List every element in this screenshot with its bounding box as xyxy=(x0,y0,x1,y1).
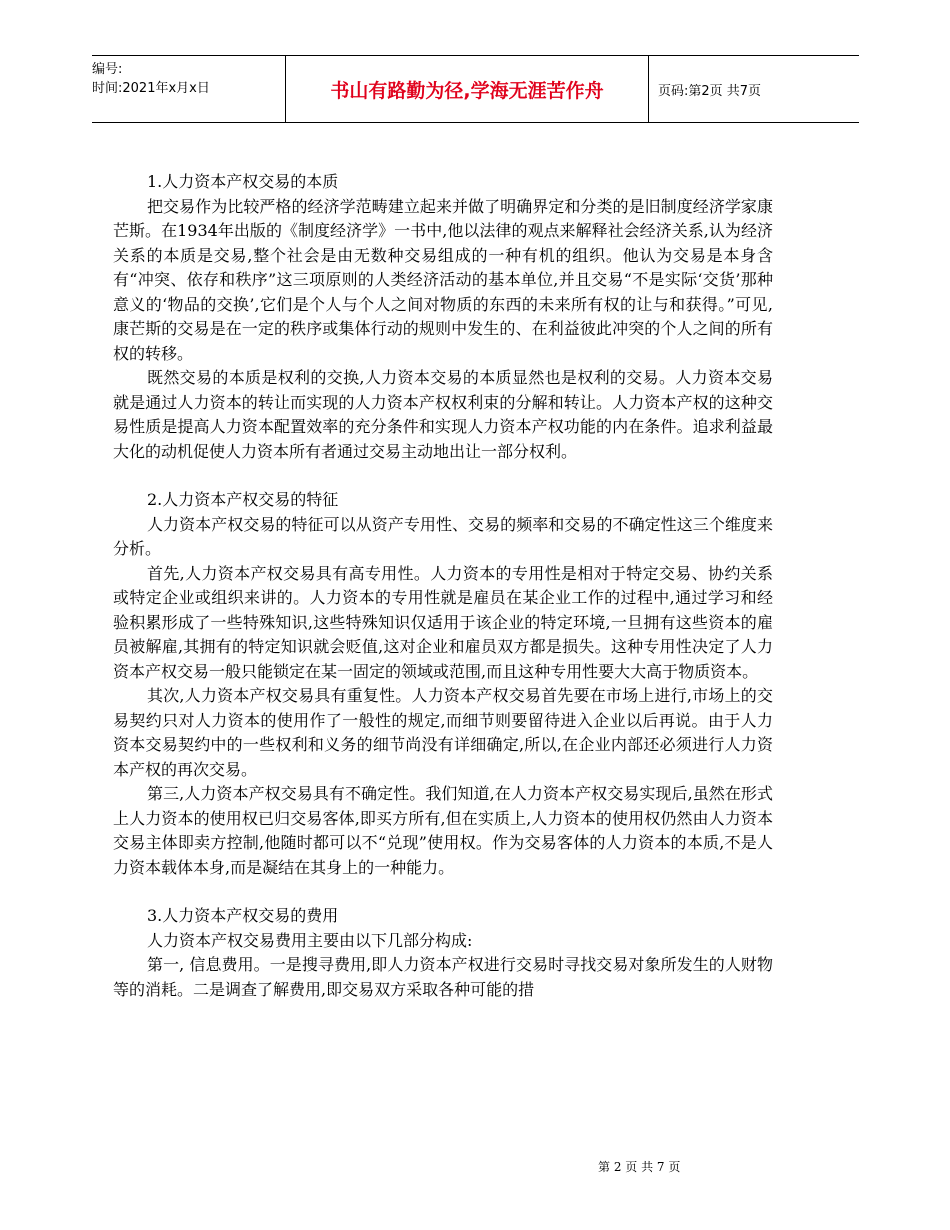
page-footer: 第 2 页 共 7 页 xyxy=(598,1160,681,1174)
header-page-info: 页码:第2页 共7页 xyxy=(658,83,762,99)
paragraph: 其次,人力资本产权交易具有重复性。人力资本产权交易首先要在市场上进行,市场上的交易契约只对人力资本的使用作了一般性的规定,而细节则要留待进入企业以后再说。由于人力资本交易契约中的一些权利和义务的细节尚没有详细确定,所以,在企业内部还必须进行人力资本产权的再次交易。 xyxy=(113,686,773,779)
header-motto: 书山有路勤为径,学海无涯苦作舟 xyxy=(285,56,649,122)
section-spacer xyxy=(113,464,773,488)
section-heading: 2.人力资本产权交易的特征 xyxy=(147,490,339,509)
paragraph: 第一, 信息费用。一是搜寻费用,即人力资本产权进行交易时寻找交易对象所发生的人财物等的消耗。二是调查了解费用,即交易双方采取各种可能的措 xyxy=(113,955,773,999)
paragraph: 第三,人力资本产权交易具有不确定性。我们知道,在人力资本产权交易实现后,虽然在形式上人力资本的使用权已归交易客体,即买方所有,但在实质上,人力资本的使用权仍然由人力资本交易主体即卖方控制,他随时都可以不“兑现”使用权。作为交易客体的人力资本的本质,不是人力资本载体本身,而是凝结在其身上的一种能力。 xyxy=(113,784,773,877)
header-meta xyxy=(92,56,285,122)
section-heading: 3.人力资本产权交易的费用 xyxy=(147,906,339,925)
paragraph: 首先,人力资本产权交易具有高专用性。人力资本的专用性是相对于特定交易、协约关系或特定企业或组织来讲的。人力资本的专用性就是雇员在某企业工作的过程中,通过学习和经验积累形成了一些特殊知识,这些特殊知识仅适用于该企业的特定环境,一旦拥有这些资本的雇员被解雇,其拥有的特定知识就会贬值,这对企业和雇员双方都是损失。这种专用性决定了人力资本产权交易一般只能锁定在某一固定的领域或范围,而且这种专用性要大大高于物质资本。 xyxy=(113,563,773,681)
paragraph: 人力资本产权交易费用主要由以下几部分构成: xyxy=(147,930,473,950)
page-header xyxy=(92,55,859,123)
paragraph: 人力资本产权交易的特征可以从资产专用性、交易的频率和交易的不确定性这三个维度来分析。 xyxy=(113,514,773,558)
number-label: 编号: xyxy=(92,62,123,77)
paragraph: 既然交易的本质是权利的交换,人力资本交易的本质显然也是权利的交易。人力资本交易就是通过人力资本的转让而实现的人力资本产权权利束的分解和转让。人力资本产权的这种交易性质是提高人力资本配置效率的充分条件和实现人力资本产权功能的内在条件。追求利益最大化的动机促使人力资本所有者通过交易主动地出让一部分权利。 xyxy=(113,368,773,461)
section-heading: 1.人力资本产权交易的本质 xyxy=(147,172,339,191)
section-spacer xyxy=(113,880,773,904)
document-body xyxy=(113,170,773,1002)
time-label: 时间:2021年x月x日 xyxy=(92,81,210,96)
paragraph: 把交易作为比较严格的经济学范畴建立起来并做了明确界定和分类的是旧制度经济学家康芒斯。在1934年出版的《制度经济学》一书中,他以法律的观点来解释社会经济关系,认为经济关系的本质是交易,整个社会是由无数种交易组成的一种有机的组织。他认为交易是本身含有“冲突、依存和秩序”这三项原则的人类经济活动的基本单位,并且交易“不是实际‘交货’那种意义的‘物品的交换’,它们是个人与个人之间对物质的东西的未来所有权的让与和获得。”可见,康芒斯的交易是在一定的秩序或集体行动的规则中发生的、在利益彼此冲突的个人之间的所有权的转移。 xyxy=(113,196,773,363)
